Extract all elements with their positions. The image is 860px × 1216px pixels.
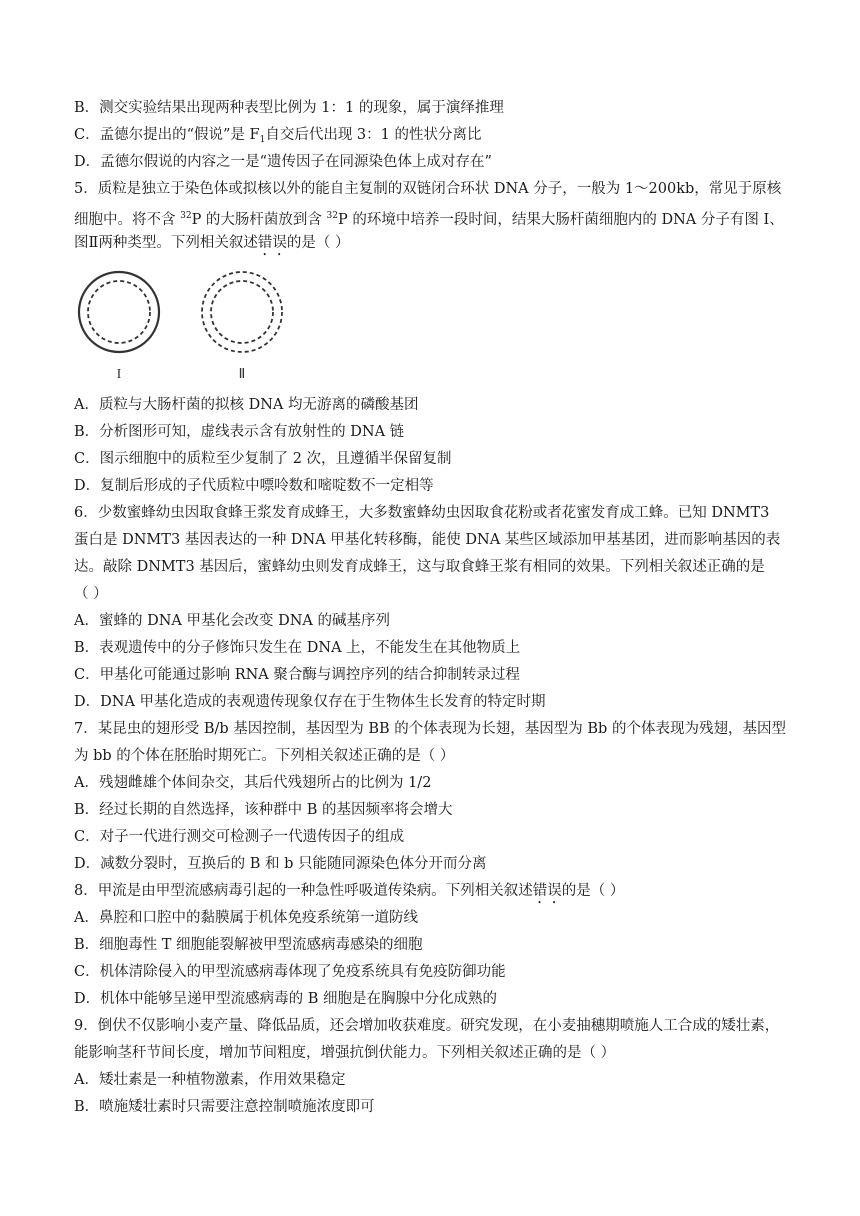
q4-option-d: D．孟德尔假说的内容之一是“遗传因子在同源染色体上成对存在” — [74, 154, 492, 170]
inner-dashed-strand — [211, 281, 273, 343]
q6-stem-line-1: 6．少数蜜蜂幼虫因取食蜂王浆发育成蜂王，大多数蜜蜂幼虫因取食花粉或者花蜜发育成工蜂。已知 DNMT3 — [74, 505, 770, 521]
outer-dashed-strand — [202, 272, 282, 352]
q5-option-d: D．复制后形成的子代质粒中嘌呤数和嘧啶数不一定相等 — [74, 478, 434, 494]
q7-option-b: B．经过长期的自然选择，该种群中 B 的基因频率将会增大 — [74, 802, 453, 818]
q6-option-d: D．DNA 甲基化造成的表观遗传现象仅存在于生物体生长发育的特定时期 — [74, 694, 546, 710]
q6-stem-line-2: 蛋白是 DNMT3 基因表达的一种 DNA 甲基化转移酶，能使 DNA 某些区域添加甲基基团，进而影响基因的表 — [74, 532, 781, 548]
q9-option-a: A．矮壮素是一种植物激素，作用效果稳定 — [74, 1072, 346, 1088]
q5-stem-line-3: 图Ⅱ两种类型。下列相关叙述错误的是（ ） — [74, 235, 350, 251]
plasmid-figure — [74, 266, 304, 386]
inner-dashed-strand — [88, 281, 150, 343]
q9-stem-line-1: 9．倒伏不仅影响小麦产量、降低品质，还会增加收获难度。研究发现，在小麦抽穗期喷施人工合成的矮壮素， — [74, 1018, 780, 1034]
q8-option-b: B．细胞毒性 T 细胞能裂解被甲型流感病毒感染的细胞 — [74, 937, 423, 953]
q8-option-c: C．机体清除侵入的甲型流感病毒体现了免疫系统具有免疫防御功能 — [74, 964, 506, 980]
q7-stem-line-1: 7．某昆虫的翅形受 B/b 基因控制，基因型为 BB 的个体表现为长翅，基因型为 Bb 的个体表现为残翅，基因型 — [74, 721, 786, 737]
plasmid-diagram — [74, 266, 304, 386]
q8-stem: 8．甲流是由甲型流感病毒引起的一种急性呼吸道传染病。下列相关叙述错误的是（ ） — [74, 883, 625, 899]
q6-option-c: C．甲基化可能通过影响 RNA 聚合酶与调控序列的结合抑制转录过程 — [74, 667, 520, 683]
emphasis-mark: 错误 — [257, 235, 287, 251]
q9-option-b: B．喷施矮壮素时只需要注意控制喷施浓度即可 — [74, 1099, 375, 1115]
q8-option-a: A．鼻腔和口腔中的黏膜属于机体免疫系统第一道防线 — [74, 910, 418, 926]
plasmid-figure-2 — [202, 272, 282, 382]
q4-option-c: C．孟德尔提出的“假说”是 $F_1$自交后代出现 3：1 的性状分离比 — [74, 127, 482, 145]
q7-stem-line-2: 为 bb 的个体在胚胎时期死亡。下列相关叙述正确的是（ ） — [74, 748, 455, 764]
q9-stem-line-2: 能影响茎秆节间长度，增加节间粗度，增强抗倒伏能力。下列相关叙述正确的是（ ） — [74, 1045, 616, 1061]
q5-option-a: A．质粒与大肠杆菌的拟核 DNA 均无游离的磷酸基团 — [74, 397, 419, 413]
q6-option-b: B．表观遗传中的分子修饰只发生在 DNA 上，不能发生在其他物质上 — [74, 640, 521, 656]
figure-label-1: I — [116, 367, 122, 382]
q6-option-a: A．蜜蜂的 DNA 甲基化会改变 DNA 的碱基序列 — [74, 613, 390, 629]
outer-solid-strand — [79, 272, 159, 352]
q7-option-d: D．减数分裂时，互换后的 B 和 b 只能随同源染色体分开而分离 — [74, 856, 487, 872]
q7-option-c: C．对子一代进行测交可检测子一代遗传因子的组成 — [74, 829, 405, 845]
q8-option-d: D．机体中能够呈递甲型流感病毒的 B 细胞是在胸腺中分化成熟的 — [74, 991, 497, 1007]
q5-stem-line-2: 细胞中。将不含 $^{32}$P 的大肠杆菌放到含 $^{32}$P 的环境中培养一段时间，结果大肠杆菌细胞内的 DNA 分子有图 I、 — [74, 211, 784, 228]
emphasis-mark: 错误 — [532, 883, 562, 899]
q6-stem-line-3: 达。敲除 DNMT3 基因后，蜜蜂幼虫则发育成蜂王，这与取食蜂王浆有相同的效果。下列相关叙述正确的是 — [74, 559, 765, 575]
figure-label-2: Ⅱ — [238, 367, 246, 382]
q6-stem-line-4: （ ） — [74, 586, 108, 602]
q5-stem-line-1: 5．质粒是独立于染色体或拟核以外的能自主复制的双链闭合环状 DNA 分子，一般为 1～200kb，常见于原核 — [74, 181, 782, 197]
q4-option-b: B．测交实验结果出现两种表型比例为 1：1 的现象，属于演绎推理 — [74, 100, 504, 116]
plasmid-figure-1 — [79, 272, 159, 382]
q5-option-b: B．分析图形可知，虚线表示含有放射性的 DNA 链 — [74, 424, 405, 440]
q5-option-c: C．图示细胞中的质粒至少复制了 2 次，且遵循半保留复制 — [74, 451, 452, 467]
q7-option-a: A．残翅雌雄个体间杂交，其后代残翅所占的比例为 1/2 — [74, 775, 432, 791]
